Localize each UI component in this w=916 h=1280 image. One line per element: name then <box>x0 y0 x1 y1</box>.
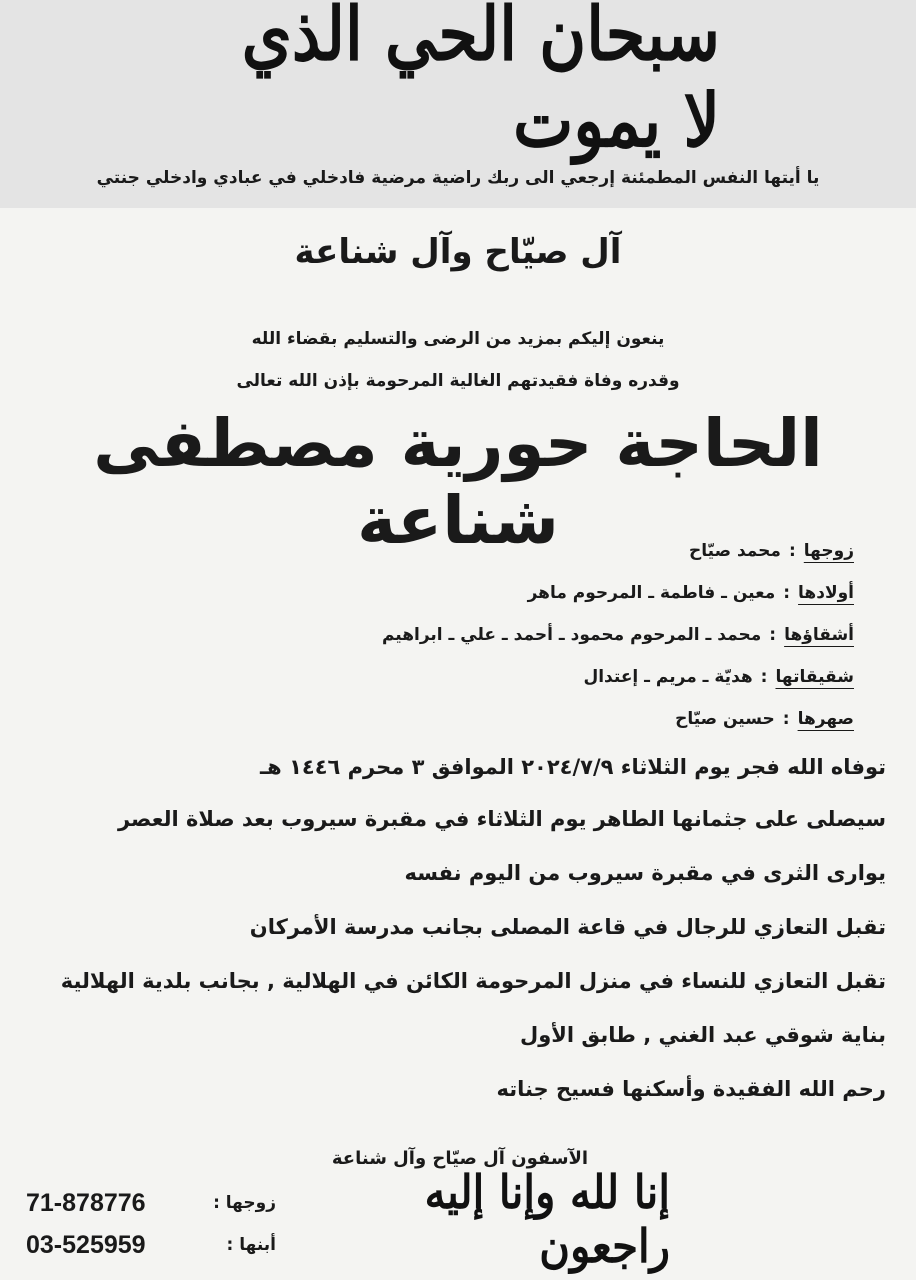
families-heading: آل صيّاح وآل شناعة <box>294 232 622 272</box>
relative-value: معين ـ فاطمة ـ المرحوم ماهر <box>527 583 776 603</box>
header-calligraphy: سبحان الحي الذي لا يموت <box>241 0 720 165</box>
relative-row-sisters <box>54 656 854 698</box>
relative-separator: : <box>782 709 790 729</box>
relative-value: محمد صيّاح <box>689 541 781 561</box>
contact-row <box>26 1224 276 1266</box>
relative-row-husband <box>54 530 854 572</box>
intro-line-1: ينعون إليكم بمزيد من الرضى والتسليم بقضاء الله <box>251 329 665 349</box>
relative-label: شقيقاتها <box>775 667 854 687</box>
relatives-list <box>54 530 854 740</box>
relative-value: هديّة ـ مريم ـ إعتدال <box>583 667 753 687</box>
building-line: بناية شوقي عبد الغني , طابق الأول <box>519 1023 886 1047</box>
burial-line: يوارى الثرى في مقبرة سيروب من اليوم نفسه <box>404 861 886 885</box>
deceased-name: الحاجة حورية مصطفى شناعة <box>93 405 823 559</box>
contact-row <box>26 1182 276 1224</box>
quran-verse: يا أيتها النفس المطمئنة إرجعي الى ربك راضية مرضية فادخلي في عبادي وادخلي جنتي <box>96 168 820 188</box>
contact-phones <box>26 1182 276 1266</box>
relative-separator: : <box>788 541 796 561</box>
relative-row-children <box>54 572 854 614</box>
relative-label: زوجها <box>803 541 854 561</box>
relative-value: محمد ـ المرحوم محمود ـ أحمد ـ علي ـ ابراهيم <box>381 625 762 645</box>
relative-label: أشقاؤها <box>784 625 854 645</box>
intro-line-2: وقدره وفاة فقيدتهم الغالية المرحومة بإذن الله تعالى <box>236 371 680 391</box>
signers: الآسفون آل صيّاح وآل شناعة <box>331 1148 589 1169</box>
funeral-prayer-line: سيصلى على جثمانها الطاهر يوم الثلاثاء في مقبرة سيروب بعد صلاة العصر <box>117 807 886 831</box>
relative-value: حسين صيّاح <box>675 709 775 729</box>
women-condolences-line: تقبل التعازي للنساء في منزل المرحومة الكائن في الهلالية , بجانب بلدية الهلالية <box>60 969 886 993</box>
men-condolences-line: تقبل التعازي للرجال في قاعة المصلى بجانب مدرسة الأمركان <box>249 915 886 939</box>
relative-row-brothers <box>54 614 854 656</box>
relative-separator: : <box>783 583 791 603</box>
relative-separator: : <box>769 625 777 645</box>
relative-row-in-law <box>54 698 854 740</box>
phone-label: زوجها : <box>213 1193 276 1213</box>
death-date-line: توفاه الله فجر يوم الثلاثاء ٢٠٢٤/٧/٩ الموافق ٣ محرم ١٤٤٦ هـ <box>260 755 886 779</box>
closing-prayer-line: رحم الله الفقيدة وأسكنها فسيح جناته <box>496 1077 886 1101</box>
announcement-intro <box>150 318 766 402</box>
relative-label: صهرها <box>797 709 854 729</box>
phone-label: أبنها : <box>226 1235 276 1255</box>
phone-number: 71-878776 <box>26 1188 146 1217</box>
relative-label: أولادها <box>798 583 854 603</box>
closing-calligraphy: إنا لله وإنا إليه راجعون <box>424 1165 670 1273</box>
relative-separator: : <box>760 667 768 687</box>
funeral-details <box>36 742 886 1116</box>
phone-number: 03-525959 <box>26 1230 146 1259</box>
